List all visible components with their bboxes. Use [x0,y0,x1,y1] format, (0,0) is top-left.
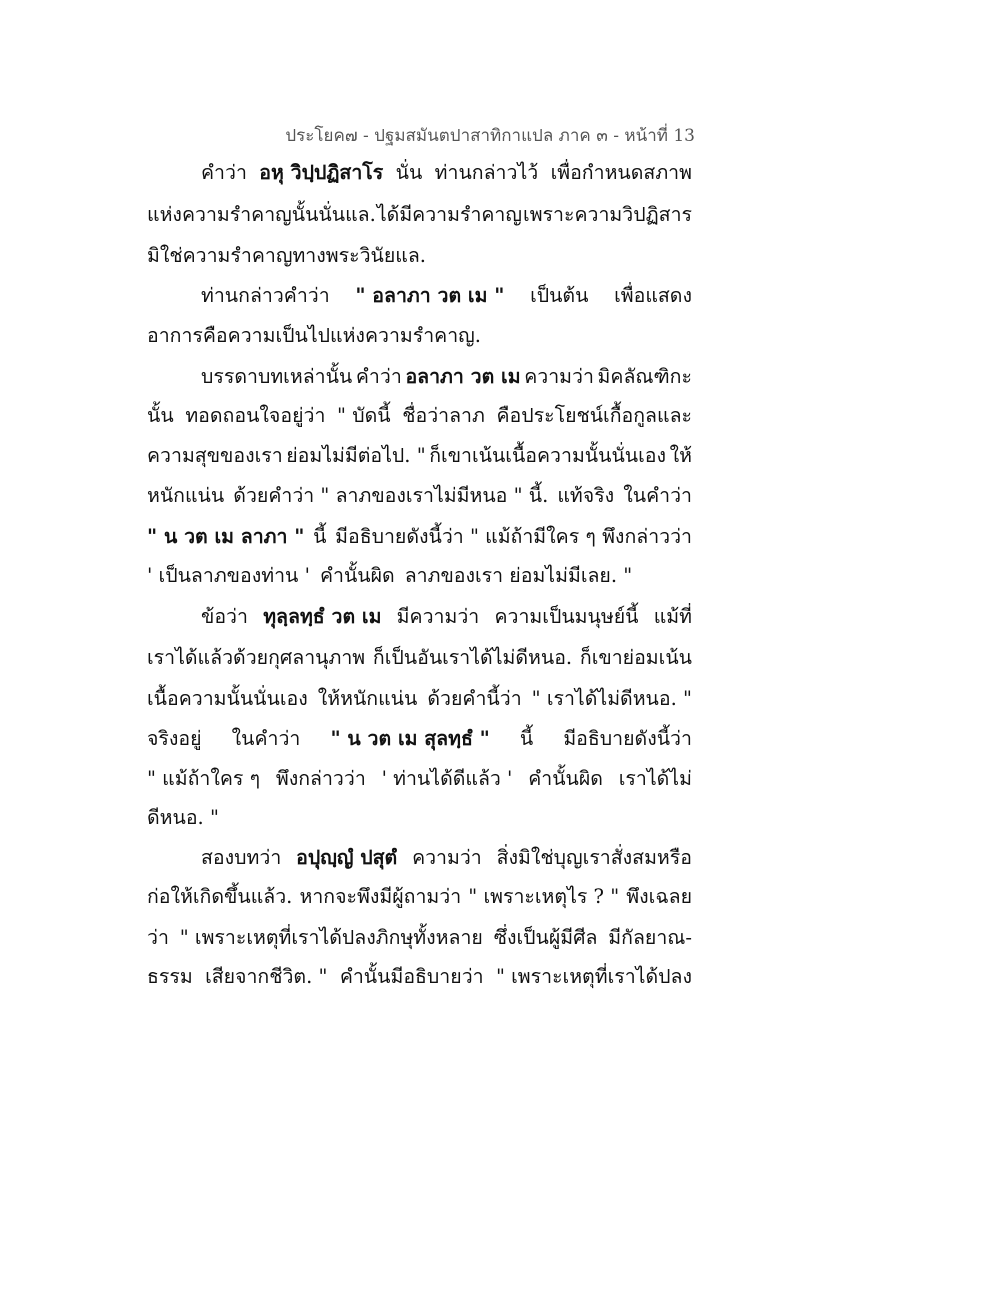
text-line: ก่อให้เกิดขึ้นแล้ว. หากจะพึงมีผู้ถามว่า " เพราะเหตุไร ? " พึงเฉลย [147,885,692,908]
text-line: เนื้อความนั้นนั่นเอง ให้หนักแน่น ด้วยคำนี้ว่า " เราได้ไม่ดีหนอ. " [147,687,692,710]
text-line: คำว่า อหุ วิปฺปฏิสาโร นั่น ท่านกล่าวไว้ เพื่อกำหนดสภาพ [201,161,692,184]
text-line: " น วต เม ลาภา " นี้ มีอธิบายดังนี้ว่า " แม้ถ้ามีใคร ๆ พึงกล่าวว่า [147,525,692,548]
text-line: ว่า " เพราะเหตุที่เราได้ปลงภิกษุทั้งหลาย ซึ่งเป็นผู้มีศีล มีกัลยาณ- [147,926,692,949]
text-line: ดีหนอ. " [147,806,219,829]
text-line: จริงอยู่ ในคำว่า " น วต เม สุลทฺธํ " นี้ มีอธิบายดังนี้ว่า [147,727,692,750]
text-line: อาการคือความเป็นไปแห่งความรำคาญ. [147,324,481,347]
text-line: สองบทว่า อปุญฺญํ ปสุตํ ความว่า สิ่งมิใช่บุญเราสั่งสมหรือ [201,846,692,869]
page-header: ประโยค๗ - ปฐมสมันตปาสาทิกาแปล ภาค ๓ - หน้าที่ 13 [285,126,695,146]
text-line: " แม้ถ้าใคร ๆ พึงกล่าวว่า ' ท่านได้ดีแล้ว ' คำนั้นผิด เราได้ไม่ [147,767,692,790]
text-line: ' เป็นลาภของท่าน ' คำนั้นผิด ลาภของเรา ย่อมไม่มีเลย. " [147,564,633,587]
text-line: แห่งความรำคาญนั้นนั่นแล. ได้มีความรำคาญ เพราะความวิปฏิสาร [147,203,692,226]
text-line: ความสุขของเรา ย่อมไม่มีต่อไป. " ก็เขาเน้นเนื้อความนั้นนั่นเอง ให้ [147,444,692,467]
text-line: บรรดาบทเหล่านั้น คำว่า อลาภา วต เม ความว่า มิคลัณฑิกะ [201,365,692,388]
text-line: ท่านกล่าวคำว่า " อลาภา วต เม " เป็นต้น เพื่อแสดง [201,284,692,307]
text-line: มิใช่ความรำคาญทางพระวินัยแล. [147,244,426,267]
text-line: นั้น ทอดถอนใจอยู่ว่า " บัดนี้ ชื่อว่าลาภ คือประโยชน์เกื้อกูลและ [147,404,692,427]
text-line: ข้อว่า ทุลฺลทฺธํ วต เม มีความว่า ความเป็นมนุษย์นี้ แม้ที่ [201,605,692,628]
text-line: เราได้แล้วด้วยกุศลานุภาพ ก็เป็นอันเราได้ไม่ดีหนอ. ก็เขาย่อมเน้น [147,646,692,669]
text-line: หนักแน่น ด้วยคำว่า " ลาภของเราไม่มีหนอ " นี้. แท้จริง ในคำว่า [147,484,692,507]
text-line: ธรรม เสียจากชีวิต. " คำนั้นมีอธิบายว่า " เพราะเหตุที่เราได้ปลง [147,965,692,988]
